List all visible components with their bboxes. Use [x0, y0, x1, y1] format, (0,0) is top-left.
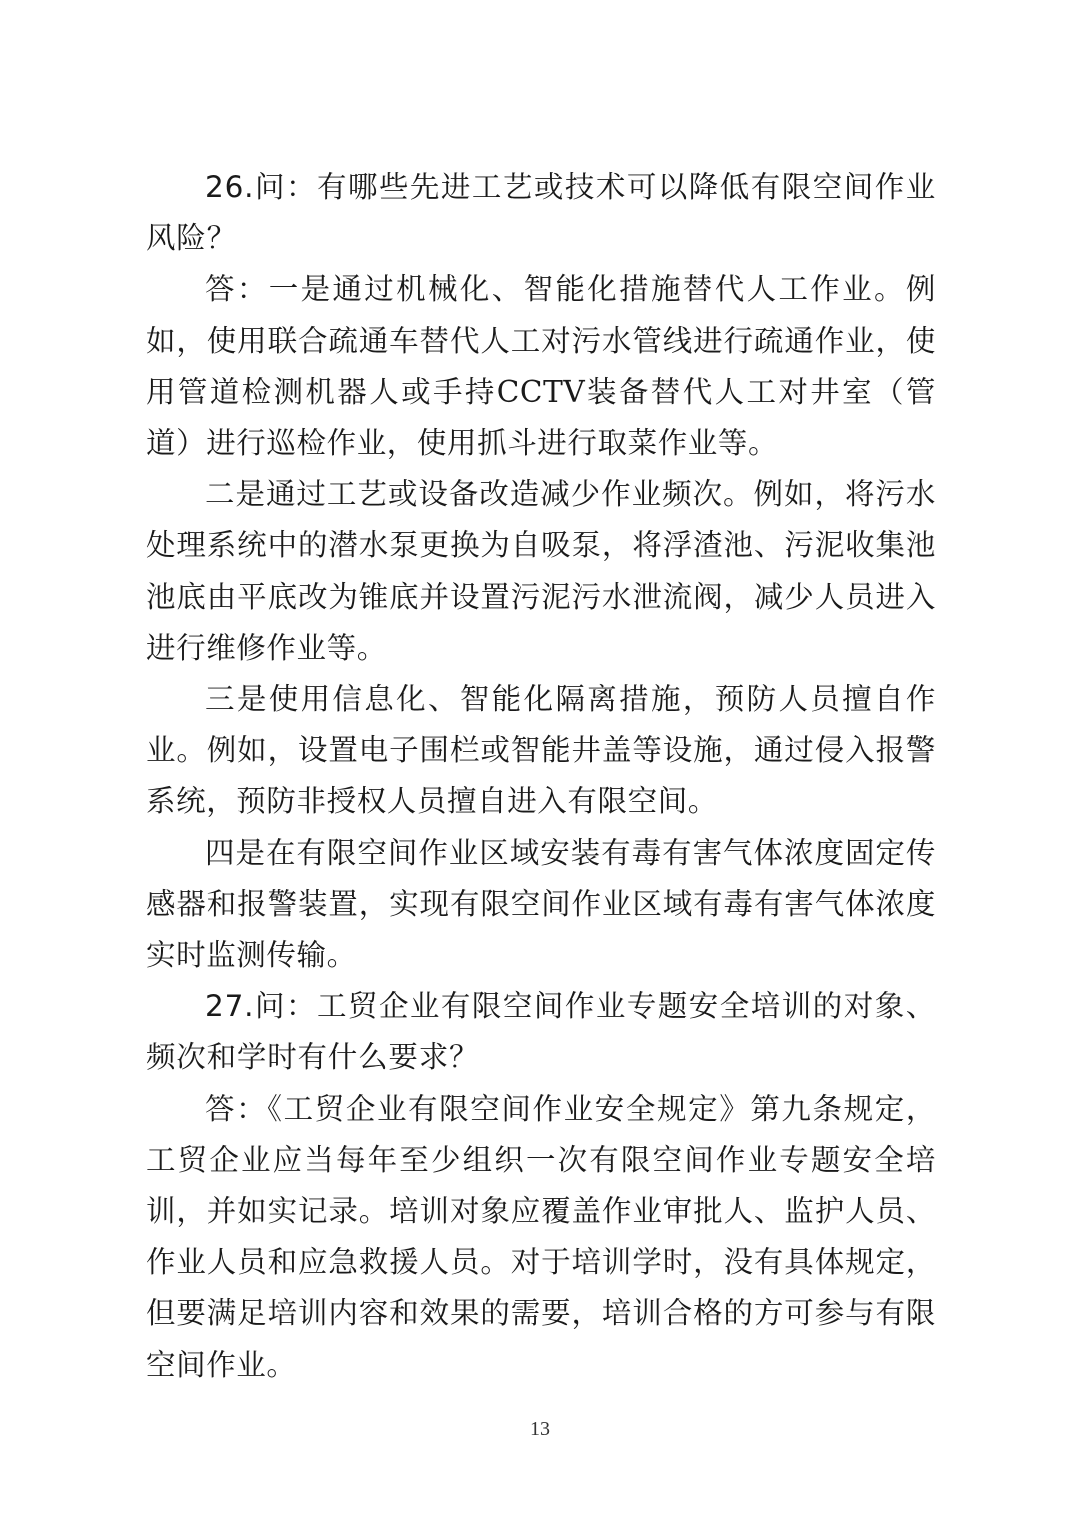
page-number: 13 [530, 1418, 550, 1440]
answer-26-part-4: 四是在有限空间作业区域安装有毒有害气体浓度固定传感器和报警装置，实现有限空间作业区域有毒有害气体浓度实时监测传输。 [146, 835, 936, 973]
answer-26-part-1: 答：一是通过机械化、智能化措施替代人工作业。例如，使用联合疏通车替代人工对污水管线进行疏通作业，使用管道检测机器人或手持CCTV装备替代人工对井室（管道）进行巡检作业，使用抓斗进行取菜作业等。 [146, 272, 936, 461]
document-body [146, 162, 936, 1391]
question-27: 27.问：工贸企业有限空间作业专题安全培训的对象、频次和学时有什么要求？ [146, 989, 936, 1075]
answer-26-part-2: 二是通过工艺或设备改造减少作业频次。例如，将污水处理系统中的潜水泵更换为自吸泵，将浮渣池、污泥收集池池底由平底改为锥底并设置污泥污水泄流阀，减少人员进入进行维修作业等。 [146, 477, 936, 665]
question-26: 26.问：有哪些先进工艺或技术可以降低有限空间作业风险？ [146, 170, 936, 256]
answer-27: 答：《工贸企业有限空间作业安全规定》第九条规定，工贸企业应当每年至少组织一次有限空间作业专题安全培训，并如实记录。培训对象应覆盖作业审批人、监护人员、作业人员和应急救援人员。对于培训学时，没有具体规定，但要满足培训内容和效果的需要，培训合格的方可参与有限空间作业。 [146, 1091, 936, 1382]
answer-26-part-3: 三是使用信息化、智能化隔离措施，预防人员擅自作业。例如，设置电子围栏或智能井盖等设施，通过侵入报警系统，预防非授权人员擅自进入有限空间。 [146, 682, 936, 819]
